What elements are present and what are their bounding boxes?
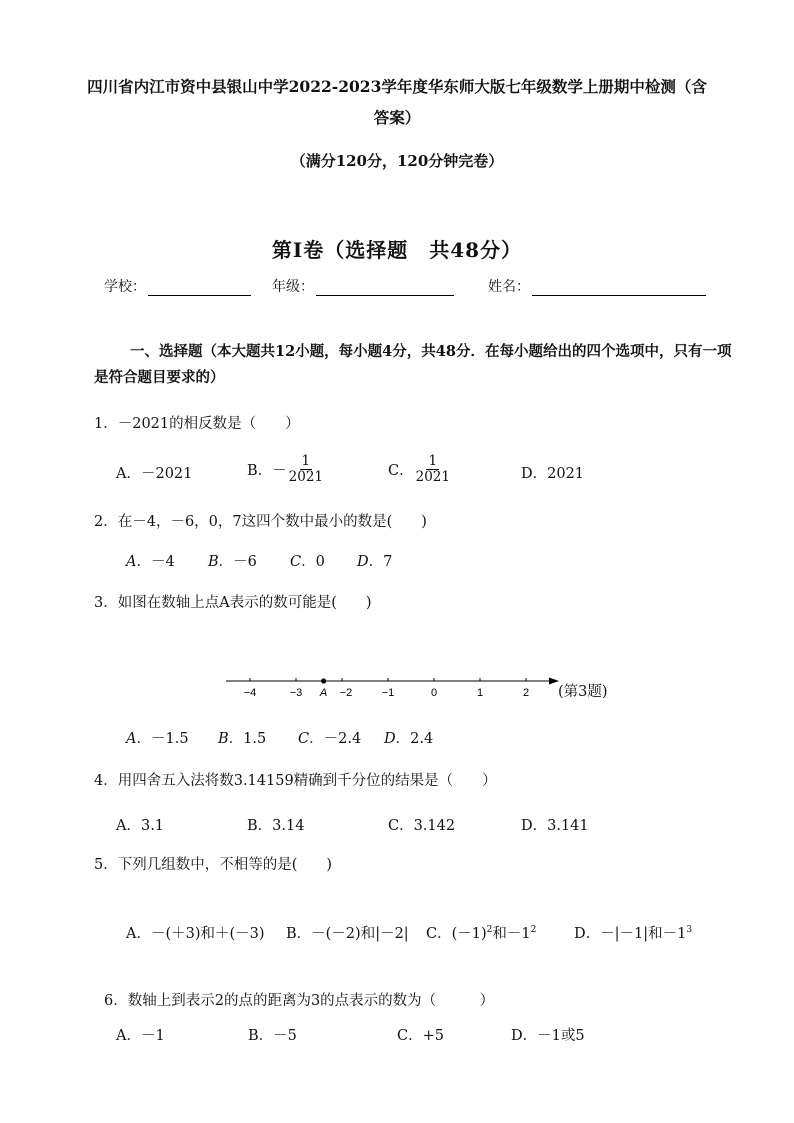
grade-label: 年级： (272, 279, 314, 295)
number-line-tick-label: −1 (381, 687, 395, 699)
figure-caption-q3: (第3题) (558, 684, 608, 700)
number-line-tick-label: −2 (339, 687, 353, 699)
q1-option-b: B．－ $\frac{1}{2021}$ (247, 453, 324, 485)
q3-option-b: B．1.5 (218, 731, 267, 747)
q2-option-a: A．－4 (126, 554, 175, 570)
q5-option-d: D．－|－1|和$-1^3$ (574, 925, 693, 942)
q5-option-c: C．$(-1)^2$和$-1^2$ (426, 925, 537, 942)
number-line-point-a (321, 678, 326, 683)
section-1-heading-line-1: 一、选择题（本大题共12小题，每小题4分，共48分．在每小题给出的四个选项中，只有一项 (130, 343, 732, 360)
document-subtitle: （满分120分，120分钟完卷） (290, 152, 504, 170)
q2-option-c: C．0 (290, 554, 325, 570)
q6-option-d: D．－1或5 (511, 1028, 585, 1044)
number-line-tick-label: −4 (243, 687, 257, 699)
name-field (488, 276, 706, 296)
grade-blank[interactable] (316, 281, 454, 296)
q4-option-a: A．3.1 (116, 818, 165, 834)
question-5-stem: 5．下列几组数中，不相等的是( ) (94, 857, 333, 873)
school-blank[interactable] (148, 281, 251, 296)
section-1-heading-line-2: 是符合题目要求的） (94, 369, 225, 386)
number-line-tick-label: 1 (476, 687, 484, 699)
number-line-tick-label: 0 (430, 687, 438, 699)
q5-option-a: A．－(＋3)和＋(－3) (126, 926, 265, 942)
q2-option-b: B．－6 (208, 554, 257, 570)
name-label: 姓名： (488, 279, 530, 295)
q3-option-a: A．－1.5 (126, 731, 189, 747)
number-line-tick-label: −3 (289, 687, 303, 699)
question-2-stem: 2．在－4，－6，0，7这四个数中最小的数是( ) (94, 514, 427, 530)
q3-option-d: D．2.4 (384, 731, 434, 747)
q6-option-c: C．+5 (397, 1028, 444, 1044)
question-3-stem: 3．如图在数轴上点A表示的数可能是( ) (94, 595, 372, 611)
q6-option-b: B．－5 (248, 1028, 297, 1044)
school-label: 学校： (104, 279, 146, 295)
q5-option-b: B．－(－2)和|－2| (286, 926, 409, 942)
number-line-figure (226, 668, 562, 700)
q2-option-d: D．7 (357, 554, 393, 570)
number-line-tick-label: 2 (522, 687, 530, 699)
question-1-stem: 1．－2021的相反数是（ ） (94, 416, 300, 432)
q4-option-c: C．3.142 (388, 818, 456, 834)
document-title-line-1: 四川省内江市资中县银山中学2022-2023学年度华东师大版七年级数学上册期中检测（含 (87, 77, 707, 96)
part-1-title: 第Ⅰ卷（选择题 共48分） (271, 238, 523, 262)
q4-option-b: B．3.14 (247, 818, 305, 834)
document-title-line-2: 答案） (373, 108, 421, 127)
q1-option-c: C． $\frac{1}{2021}$ (388, 453, 450, 485)
q1-option-a: A．－2021 (116, 466, 193, 482)
school-field (104, 276, 251, 296)
grade-field (272, 276, 454, 296)
question-4-stem: 4．用四舍五入法将数3.14159精确到千分位的结果是（ ） (94, 773, 497, 789)
q3-option-c: C．－2.4 (298, 731, 362, 747)
q1-option-d: D．2021 (521, 466, 585, 482)
q1-option-c-fraction: $\frac{1}{2021}$ (415, 453, 450, 485)
q6-option-a: A．－1 (116, 1028, 165, 1044)
name-blank[interactable] (532, 281, 706, 296)
q4-option-d: D．3.141 (521, 818, 589, 834)
number-line-point-a-label: A (319, 687, 328, 699)
q1-option-b-fraction: $\frac{1}{2021}$ (288, 453, 324, 485)
question-6-stem: 6．数轴上到表示2的点的距离为3的点表示的数为（ ） (104, 993, 495, 1009)
